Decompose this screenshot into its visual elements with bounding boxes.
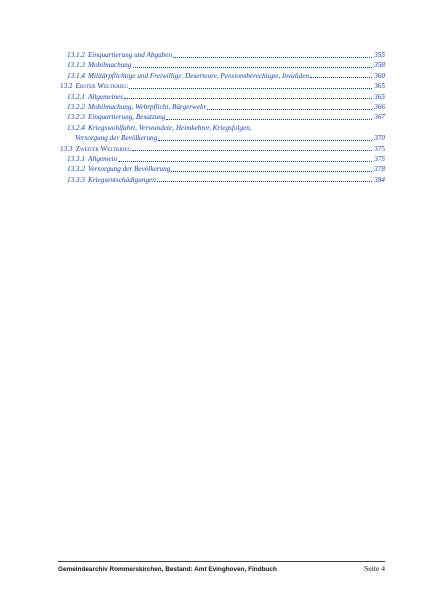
toc-entry[interactable] <box>60 60 385 70</box>
toc-leader-dots <box>207 109 372 110</box>
toc-entry[interactable] <box>60 123 385 133</box>
toc-entry-label: Mobilmachung, Wehrpflicht, Bürgerwehr <box>87 102 207 111</box>
toc-leader-dots <box>310 77 372 78</box>
toc-section-page: 365 <box>374 82 385 91</box>
toc-leader-dots <box>133 67 373 68</box>
toc-entry-page: 370 <box>374 134 385 143</box>
toc-leader-dots <box>157 181 372 182</box>
toc-leader-dots <box>132 150 372 151</box>
toc-section[interactable] <box>60 144 385 154</box>
toc-leader-dots <box>124 98 372 99</box>
toc-entry-number: 13.1.2 <box>67 51 85 59</box>
toc-entry[interactable] <box>60 175 385 185</box>
toc-section-number: 13.2 <box>60 82 73 91</box>
toc-entry-page: 360 <box>374 71 385 80</box>
toc-entry-page: 375 <box>374 154 385 163</box>
toc-section-label: Erster Weltkrieg <box>75 82 128 91</box>
toc-entry-label: Kriegswohlfahrt, Verwundete, Heimkehrer, Kriegsfolgen, <box>87 123 252 132</box>
toc-entry-number: 13.3.3 <box>67 175 85 184</box>
toc-entry-number: 13.2.1 <box>67 92 85 101</box>
toc-leader-dots <box>129 88 372 89</box>
toc-section-number: 13.3 <box>60 144 73 153</box>
toc-entry-number: 13.3.2 <box>67 165 85 174</box>
toc-leader-dots <box>118 161 372 162</box>
toc-entry-page: 384 <box>374 175 385 184</box>
toc-entry[interactable] <box>60 112 385 122</box>
footer-title: Gemeindearchiv Rommerskirchen, Bestand: Amt Evinghoven, Findbuch <box>58 566 277 573</box>
toc-entry-label: Allgemeines <box>87 92 124 101</box>
toc-entry-label: Einquartierung und Abgaben <box>87 51 173 59</box>
toc-entry-number: 13.1.3 <box>67 61 85 70</box>
table-of-contents <box>60 50 385 185</box>
toc-entry-page: 366 <box>374 102 385 111</box>
toc-section-label: Zweiter Weltkrieg <box>75 144 132 153</box>
toc-entry-label: Militärpflichtige und Freiwillige, Deserteure, Pensionsberechtigte, Invaliden <box>87 71 310 80</box>
toc-section[interactable] <box>60 81 385 91</box>
toc-entry-label: Versorgung der Bevölkerung <box>87 165 171 174</box>
toc-leader-dots <box>158 140 372 141</box>
toc-entry-number: 13.3.1 <box>67 154 85 163</box>
toc-leader-dots <box>171 171 372 172</box>
toc-entry-number: 13.2.4 <box>67 123 85 132</box>
toc-entry-label: Allgemein <box>87 154 118 163</box>
toc-section-page: 375 <box>374 144 385 153</box>
toc-entry-page: 365 <box>374 92 385 101</box>
toc-entry[interactable] <box>60 50 385 60</box>
toc-entry-page: 355 <box>374 51 385 59</box>
toc-entry-page: 358 <box>374 61 385 70</box>
toc-entry-number: 13.1.4 <box>67 71 85 80</box>
toc-entry-page: 367 <box>374 113 385 122</box>
toc-entry-number: 13.2.3 <box>67 113 85 122</box>
toc-leader-dots <box>166 119 372 120</box>
toc-entry-label: Versorgung der Bevölkerung <box>75 134 158 143</box>
toc-entry[interactable] <box>60 154 385 164</box>
toc-entry[interactable] <box>60 92 385 102</box>
toc-entry-label: Einquartierung, Besatzung <box>87 113 166 122</box>
toc-entry[interactable] <box>60 102 385 112</box>
toc-entry-label: Kriegsentschädigungen <box>87 175 156 184</box>
toc-entry[interactable] <box>60 164 385 174</box>
toc-entry-continuation[interactable] <box>60 133 385 143</box>
toc-entry-page: 378 <box>374 165 385 174</box>
page-footer <box>58 564 385 573</box>
footer-divider <box>58 561 385 562</box>
page-number: Seite 4 <box>364 564 385 573</box>
toc-entry-label: Mobilmachung <box>87 61 132 70</box>
toc-leader-dots <box>173 57 372 58</box>
toc-entry[interactable] <box>60 71 385 81</box>
toc-entry-number: 13.2.2 <box>67 102 85 111</box>
